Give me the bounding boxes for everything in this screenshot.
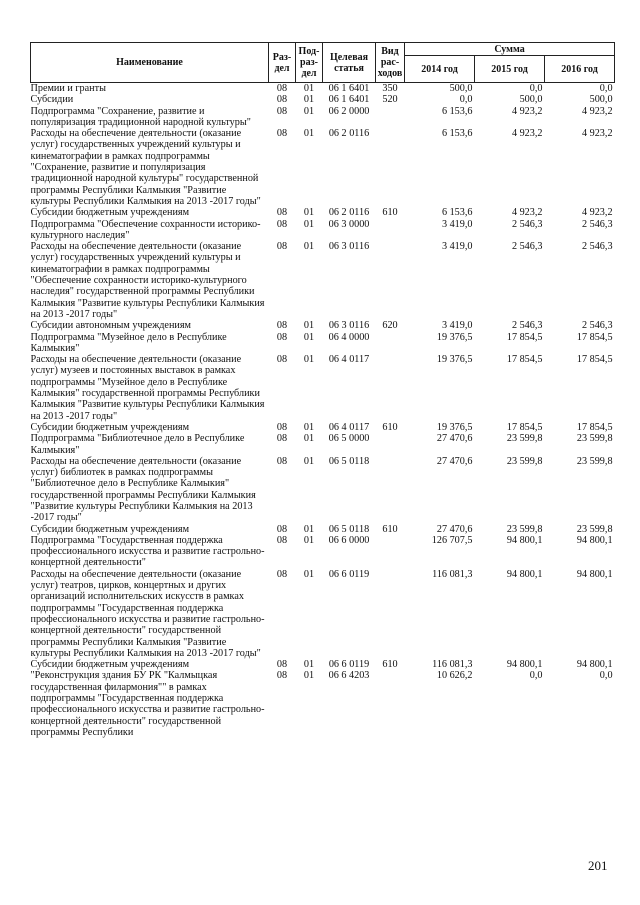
cell-subsection: 01 — [303, 534, 315, 546]
cell-subsection: 01 — [303, 83, 315, 94]
table-row — [31, 219, 615, 242]
cell-sum-2016: 23 599,8 — [576, 455, 613, 467]
cell-sum-2014: 27 470,6 — [436, 433, 473, 445]
cell-sum-2014: 6 153,6 — [441, 128, 473, 140]
cell-expense-type — [376, 106, 405, 129]
table-row — [31, 128, 615, 207]
cell-subsection: 01 — [303, 455, 315, 467]
budget-table — [30, 42, 615, 738]
cell-section: 08 — [276, 534, 288, 546]
cell-sum-2014: 6 153,6 — [441, 105, 473, 117]
cell-name: Расходы на обеспечение деятельности (оказание услуг) государственных учреждений культуры и кинематографии в рамках подпрограммы "Сохранение, развитие и популяризация традиционной народной культуры" государственной программы Республики Калмыкия "Развитие культуры Республики Калмыкия на 2013 -2017 годы" — [30, 128, 261, 207]
cell-target: 06 3 0116 — [328, 320, 370, 332]
cell-expense-type — [376, 219, 405, 242]
cell-expense-type: 520 — [382, 94, 398, 106]
cell-sum-2016: 2 546,3 — [581, 218, 613, 230]
cell-expense-type — [376, 354, 405, 422]
cell-target: 06 6 0000 — [328, 534, 370, 546]
cell-sum-2016: 4 923,2 — [581, 207, 613, 219]
cell-expense-type: 610 — [382, 659, 398, 671]
cell-subsection: 01 — [303, 354, 315, 366]
cell-subsection: 01 — [303, 105, 315, 117]
header-section: Раз- дел — [269, 43, 296, 83]
cell-sum-2014: 6 153,6 — [441, 207, 473, 219]
cell-expense-type — [376, 128, 405, 207]
cell-sum-2015: 23 599,8 — [506, 523, 543, 535]
cell-sum-2016: 23 599,8 — [576, 523, 613, 535]
cell-name: Субсидии — [30, 94, 74, 106]
cell-target: 06 6 0119 — [328, 659, 370, 671]
cell-sum-2014: 116 081,3 — [432, 568, 473, 580]
cell-name: Подпрограмма "Сохранение, развитие и популяризация традиционной народной культуры" — [30, 105, 251, 128]
cell-name: Субсидии бюджетным учреждениям — [30, 421, 190, 433]
cell-sum-2015: 0,0 — [529, 83, 543, 94]
cell-sum-2015: 17 854,5 — [506, 421, 543, 433]
cell-sum-2014: 3 419,0 — [441, 320, 473, 332]
cell-sum-2015: 4 923,2 — [511, 128, 543, 140]
cell-name: Премии и гранты — [30, 83, 106, 94]
cell-sum-2015: 2 546,3 — [511, 320, 543, 332]
cell-sum-2014: 19 376,5 — [436, 331, 473, 343]
cell-expense-type: 350 — [382, 83, 398, 94]
table-row — [31, 354, 615, 422]
cell-name: Субсидии автономным учреждениям — [30, 320, 191, 332]
cell-sum-2016: 17 854,5 — [576, 421, 613, 433]
cell-section: 08 — [276, 320, 288, 332]
cell-sum-2015: 23 599,8 — [506, 433, 543, 445]
cell-subsection: 01 — [303, 218, 315, 230]
cell-sum-2015: 0,0 — [529, 670, 543, 682]
table-row — [31, 659, 615, 670]
cell-expense-type — [376, 535, 405, 569]
cell-sum-2015: 94 800,1 — [506, 534, 543, 546]
cell-name: Подпрограмма "Библиотечное дело в Республике Калмыкия" — [30, 433, 245, 456]
cell-sum-2016: 17 854,5 — [576, 354, 613, 366]
cell-sum-2014: 116 081,3 — [432, 659, 473, 671]
header-sum: Сумма — [405, 43, 615, 56]
table-header — [31, 43, 615, 83]
cell-expense-type — [376, 670, 405, 738]
cell-sum-2015: 17 854,5 — [506, 354, 543, 366]
cell-sum-2016: 2 546,3 — [581, 241, 613, 253]
table-row — [31, 433, 615, 456]
cell-section: 08 — [276, 455, 288, 467]
cell-expense-type: 610 — [382, 421, 398, 433]
cell-sum-2014: 3 419,0 — [441, 241, 473, 253]
cell-section: 08 — [276, 105, 288, 117]
cell-target: 06 2 0000 — [328, 105, 370, 117]
cell-sum-2015: 2 546,3 — [511, 241, 543, 253]
table-row — [31, 332, 615, 355]
cell-target: 06 5 0118 — [328, 523, 370, 535]
cell-name: Подпрограмма "Государственная поддержка профессионального искусства и развитие гастрольно-концертной деятельности" — [30, 534, 265, 569]
cell-subsection: 01 — [303, 568, 315, 580]
cell-target: 06 6 4203 — [328, 670, 370, 682]
cell-target: 06 5 0118 — [328, 455, 370, 467]
cell-target: 06 4 0000 — [328, 331, 370, 343]
cell-sum-2014: 126 707,5 — [431, 534, 473, 546]
cell-name: Субсидии бюджетным учреждениям — [30, 659, 190, 671]
cell-expense-type: 610 — [382, 523, 398, 535]
cell-subsection: 01 — [303, 241, 315, 253]
cell-subsection: 01 — [303, 207, 315, 219]
cell-section: 08 — [276, 568, 288, 580]
table-row — [31, 241, 615, 320]
cell-sum-2015: 4 923,2 — [511, 207, 543, 219]
cell-name: Расходы на обеспечение деятельности (оказание услуг) музеев и постоянных выставок в рамках подпрограммы "Музейное дело в Республике Калмыкия" государственной программы Республики Калмыкия "Развитие культуры Республики Калмыкия на 2013 -2017 годы" — [30, 354, 265, 422]
cell-sum-2014: 27 470,6 — [436, 455, 473, 467]
cell-expense-type: 610 — [382, 207, 398, 219]
table-row — [31, 670, 615, 738]
cell-name: Расходы на обеспечение деятельности (оказание услуг) театров, цирков, концертных и других организаций исполнительских искусств в рамках подпрограммы "Государственная поддержка профессионального искусства и развитие гастрольно-концертной деятельности" государственной программы Республики Калмыкия "Развитие культуры Республики Калмыкия на 2013 -2017 годы" — [30, 568, 265, 659]
table-row — [31, 83, 615, 95]
cell-target: 06 1 6401 — [328, 83, 370, 94]
cell-section: 08 — [276, 207, 288, 219]
cell-section: 08 — [276, 433, 288, 445]
cell-target: 06 3 0000 — [328, 218, 370, 230]
table-row — [31, 422, 615, 433]
cell-subsection: 01 — [303, 331, 315, 343]
cell-sum-2015: 94 800,1 — [506, 659, 543, 671]
cell-sum-2014: 3 419,0 — [441, 218, 473, 230]
cell-sum-2016: 4 923,2 — [581, 128, 613, 140]
cell-sum-2016: 500,0 — [589, 94, 613, 106]
cell-sum-2015: 4 923,2 — [511, 105, 543, 117]
cell-section: 08 — [276, 83, 288, 94]
cell-target: 06 6 0119 — [328, 568, 370, 580]
cell-sum-2015: 23 599,8 — [506, 455, 543, 467]
cell-target: 06 4 0117 — [328, 354, 370, 366]
cell-subsection: 01 — [303, 421, 315, 433]
table-row — [31, 106, 615, 129]
table-body — [31, 83, 615, 739]
table-row — [31, 569, 615, 659]
cell-sum-2014: 500,0 — [449, 83, 473, 94]
cell-section: 08 — [276, 128, 288, 140]
header-subsection: Под- раз- дел — [296, 43, 323, 83]
header-year-2015: 2015 год — [475, 56, 545, 83]
cell-expense-type: 620 — [382, 320, 398, 332]
cell-name: Подпрограмма "Музейное дело в Республике Калмыкия" — [30, 331, 227, 354]
cell-sum-2016: 94 800,1 — [576, 534, 613, 546]
cell-sum-2016: 23 599,8 — [576, 433, 613, 445]
cell-target: 06 2 0116 — [328, 207, 370, 219]
page-number: 201 — [588, 858, 608, 873]
cell-sum-2016: 0,0 — [599, 83, 613, 94]
header-target: Целевая статья — [323, 43, 376, 83]
table-row — [31, 524, 615, 535]
cell-name: "Реконструкция здания БУ РК "Калмыцкая государственная филармония"" в рамках подпрограммы "Государственная поддержка профессионального искусства и развитие гастрольно-концертной деятельности" государственной программы Республики — [30, 670, 265, 738]
table-row — [31, 320, 615, 331]
header-expense-type: Вид рас- ходов — [376, 43, 405, 83]
cell-sum-2014: 27 470,6 — [436, 523, 473, 535]
cell-sum-2015: 2 546,3 — [511, 218, 543, 230]
table-row — [31, 207, 615, 218]
cell-subsection: 01 — [303, 433, 315, 445]
cell-section: 08 — [276, 94, 288, 106]
cell-target: 06 5 0000 — [328, 433, 370, 445]
table-row — [31, 94, 615, 105]
cell-expense-type — [376, 569, 405, 659]
cell-subsection: 01 — [303, 523, 315, 535]
cell-section: 08 — [276, 523, 288, 535]
cell-subsection: 01 — [303, 320, 315, 332]
header-year-2016: 2016 год — [545, 56, 615, 83]
budget-table-sheet — [30, 42, 614, 738]
cell-sum-2016: 94 800,1 — [576, 659, 613, 671]
cell-section: 08 — [276, 670, 288, 682]
cell-target: 06 4 0117 — [328, 421, 370, 433]
cell-expense-type — [376, 332, 405, 355]
cell-subsection: 01 — [303, 128, 315, 140]
cell-sum-2014: 19 376,5 — [436, 354, 473, 366]
cell-name: Подпрограмма "Обеспечение сохранности историко-культурного наследия" — [30, 218, 261, 241]
cell-target: 06 2 0116 — [328, 128, 370, 140]
cell-sum-2015: 500,0 — [519, 94, 543, 106]
cell-name: Расходы на обеспечение деятельности (оказание услуг) библиотек в рамках подпрограммы "Библиотечное дело в Республике Калмыкия" государственной программы Республики Калмыкия "Развитие культуры Республики Калмыкия на 2013 -2017 годы" — [30, 455, 256, 524]
header-name: Наименование — [31, 43, 269, 83]
table-row — [31, 535, 615, 569]
cell-sum-2015: 94 800,1 — [506, 568, 543, 580]
cell-name: Субсидии бюджетным учреждениям — [30, 207, 190, 219]
cell-expense-type — [376, 433, 405, 456]
cell-target: 06 3 0116 — [328, 241, 370, 253]
cell-section: 08 — [276, 659, 288, 671]
header-year-2014: 2014 год — [405, 56, 475, 83]
cell-expense-type — [376, 456, 405, 524]
cell-expense-type — [376, 241, 405, 320]
cell-name: Расходы на обеспечение деятельности (оказание услуг) государственных учреждений культуры и кинематографии в рамках подпрограммы "Обеспечение сохранности историко-культурного наследия" государственной программы Республики Калмыкия "Развитие культуры Республики Калмыкия на 2013 -2017 годы" — [30, 241, 265, 320]
cell-section: 08 — [276, 354, 288, 366]
cell-subsection: 01 — [303, 670, 315, 682]
cell-sum-2016: 0,0 — [599, 670, 613, 682]
cell-name: Субсидии бюджетным учреждениям — [30, 523, 190, 535]
cell-sum-2015: 17 854,5 — [506, 331, 543, 343]
cell-section: 08 — [276, 331, 288, 343]
cell-sum-2016: 2 546,3 — [581, 320, 613, 332]
cell-section: 08 — [276, 421, 288, 433]
cell-sum-2014: 0,0 — [459, 94, 473, 106]
table-row — [31, 456, 615, 524]
cell-section: 08 — [276, 241, 288, 253]
cell-target: 06 1 6401 — [328, 94, 370, 106]
cell-sum-2014: 10 626,2 — [436, 670, 473, 682]
cell-sum-2016: 94 800,1 — [576, 568, 613, 580]
cell-section: 08 — [276, 218, 288, 230]
cell-sum-2016: 4 923,2 — [581, 105, 613, 117]
cell-sum-2016: 17 854,5 — [576, 331, 613, 343]
cell-subsection: 01 — [303, 94, 315, 106]
cell-subsection: 01 — [303, 659, 315, 671]
cell-sum-2014: 19 376,5 — [436, 421, 473, 433]
